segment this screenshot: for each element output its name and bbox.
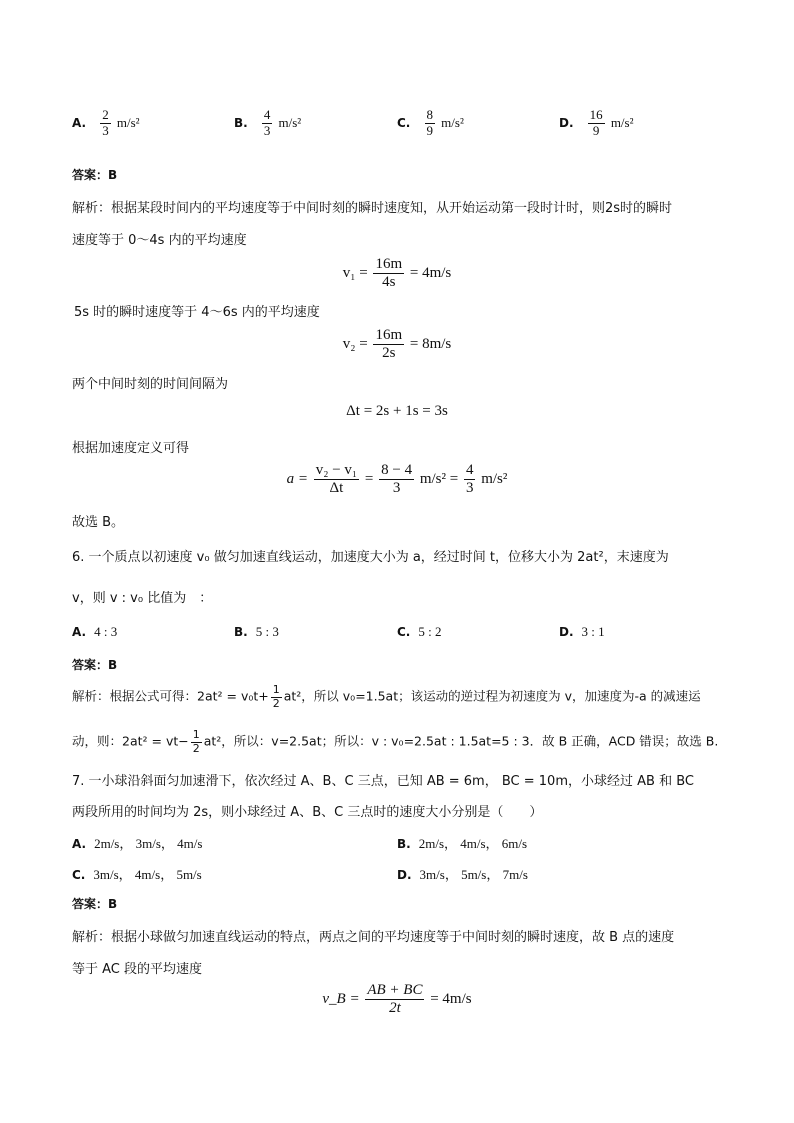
option-b	[234, 108, 301, 139]
q6-option-c: C. 5 : 2	[397, 624, 442, 639]
option-letter: A.	[72, 115, 87, 130]
option-unit: m/s²	[278, 114, 302, 130]
text-5s: 5s 时的瞬时速度等于 4～6s 内的平均速度	[74, 305, 320, 320]
q7-option-d: D. 3m/s， 5m/s， 7m/s	[397, 867, 528, 882]
q6-stem-line2: v，则 v : v₀ 比值为 ：	[72, 591, 213, 606]
q7-stem-line2: 两段所用的时间均为 2s，则小球经过 A、B、C 三点时的速度大小分别是（ ）	[72, 805, 543, 820]
equation-delta-t: Δt = 2s + 1s = 3s	[346, 403, 448, 419]
q6-option-a: A. 4 : 3	[72, 624, 118, 639]
option-fraction: $\frac{8}{9}$	[426, 107, 434, 138]
option-fraction: $\frac{2}{3}$	[102, 107, 109, 138]
text-interval: 两个中间时刻的时间间隔为	[72, 377, 229, 392]
option-c	[397, 108, 464, 139]
q7-option-b: B. 2m/s， 4m/s， 6m/s	[397, 836, 528, 851]
q6-option-b: B. 5 : 3	[234, 624, 279, 639]
analysis-q7-line2: 等于 AC 段的平均速度	[72, 962, 203, 977]
q7-option-c: C. 3m/s， 4m/s， 5m/s	[72, 867, 202, 882]
text-accel-def: 根据加速度定义可得	[72, 441, 190, 456]
option-unit: m/s²	[610, 114, 634, 130]
conclusion-q5: 故选 B。	[72, 515, 125, 530]
q7-option-a: A. 2m/s， 3m/s， 4m/s	[72, 836, 203, 851]
option-letter: D.	[559, 115, 574, 130]
answer-q6: 答案：B	[72, 658, 118, 672]
analysis-q7-line1: 解析：根据小球做匀加速直线运动的特点，两点之间的平均速度等于中间时刻的瞬时速度，故 B 点的速度	[72, 930, 675, 945]
analysis-q5-line1: 解析：根据某段时间内的平均速度等于中间时刻的瞬时速度知，从开始运动第一段时计时，则2s时的瞬时	[72, 201, 673, 216]
equation-v1: v₁ = $\frac{16m}{4s}$ = 4m/s	[342, 256, 452, 291]
equation-vb: v_B = $\frac{AB + BC}{2t}$ = 4m/s	[322, 982, 472, 1017]
option-d	[559, 108, 634, 139]
q6-option-d: D. 3 : 1	[559, 624, 605, 639]
equation-v2: v₂ = $\frac{16m}{2s}$ = 8m/s	[342, 327, 452, 362]
answer-q7: 答案：B	[72, 897, 118, 911]
equation-a: a = $\frac{\text{v₂ − v₁}}{\Delta t}$ = $\frac{8 - 4}{3}$ m/s² = $\frac{4}{3}$ m/s²	[286, 462, 508, 497]
option-a	[72, 108, 140, 139]
q7-stem-line1: 7. 一小球沿斜面匀加速滑下，依次经过 A、B、C 三点，已知 AB = 6m， BC = 10m，小球经过 AB 和 BC	[72, 774, 694, 789]
analysis-q6-line2: 动，则：2at² = vt− $\frac{1}{2}$ at²，所以：v=2.5at；所以：v : v₀=2.5at : 1.5at=5 : 3．故 B 正确，ACD 错误；故选 B.	[72, 728, 719, 755]
option-fraction: $\frac{4}{3}$	[263, 107, 271, 138]
option-unit: m/s²	[116, 114, 140, 130]
option-fraction: $\frac{16}{9}$	[589, 107, 603, 138]
option-letter: C.	[397, 115, 411, 130]
option-letter: B.	[234, 115, 248, 130]
option-unit: m/s²	[441, 114, 464, 130]
q6-stem-line1: 6. 一个质点以初速度 v₀ 做匀加速直线运动，加速度大小为 a，经过时间 t，位移大小为 2at²，末速度为	[72, 550, 669, 565]
analysis-q5-line2: 速度等于 0～4s 内的平均速度	[72, 233, 247, 248]
analysis-q6-line1: 解析：根据公式可得：2at² = v₀t+ $\frac{1}{2}$ at²，所以 v₀=1.5at；该运动的逆过程为初速度为 v，加速度为-a 的减速运	[72, 683, 701, 710]
answer-q5: 答案：B	[72, 168, 118, 182]
